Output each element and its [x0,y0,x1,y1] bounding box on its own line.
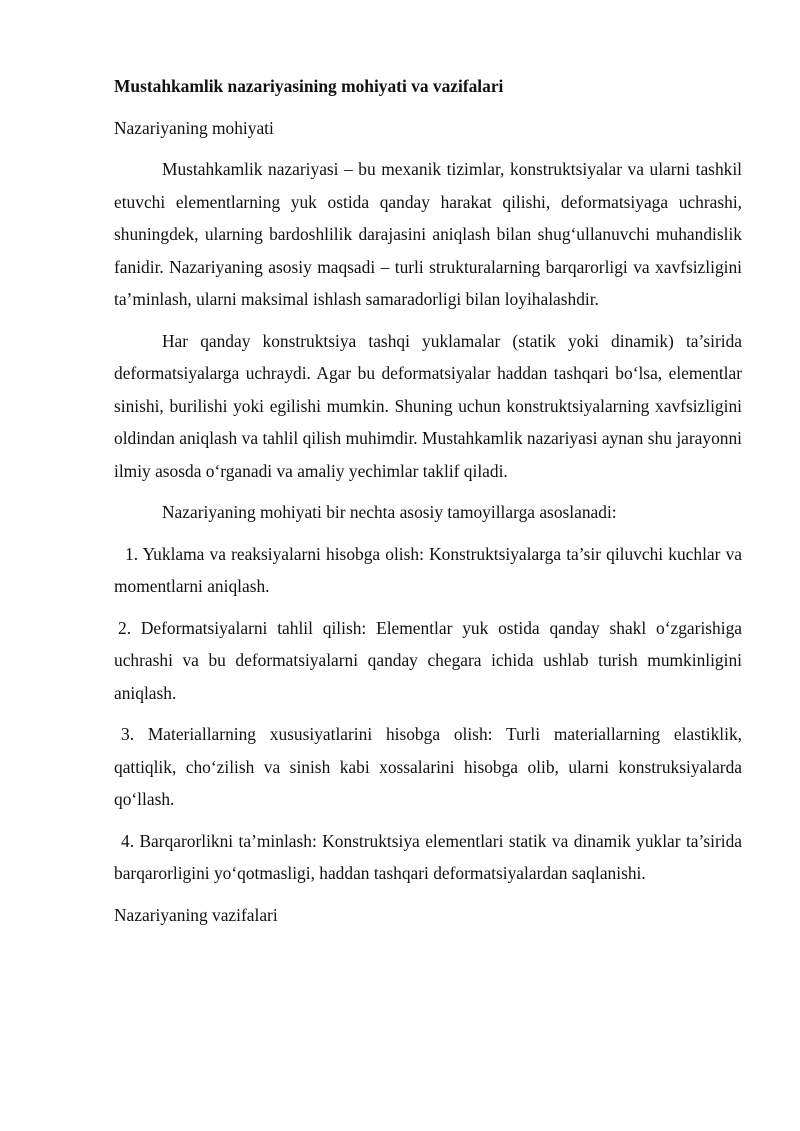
list-item: 4. Barqarorlikni ta’minlash: Konstruktsiya elementlari statik va dinamik yuklar ta’sirida barqarorligini yo‘qotmasligi, haddan tashqari deformatsiyalardan saqlanishi. [114,830,742,883]
paragraph: Har qanday konstruktsiya tashqi yuklamalar (statik yoki dinamik) ta’sirida deformatsiyalarga uchraydi. Agar bu deformatsiyalar haddan tashqari bo‘lsa, elementlar sinishi, burilishi yoki egilishi mumkin. Shuning uchun konstruktsiyalarning xavfsizligini oldindan aniqlash va tahlil qilish muhimdir. Mustahkamlik nazariyasi aynan shu jarayonni ilmiy asosda o‘rganadi va amaliy yechimlar taklif qiladi. [114,330,742,481]
section-heading-tasks: Nazariyaning vazifalari [114,904,278,925]
section-heading-essence: Nazariyaning mohiyati [114,117,274,138]
list-item: 3. Materiallarning xususiyatlarini hisobga olish: Turli materiallarning elastiklik, qattiqlik, cho‘zilish va sinish kabi xossalarini hisobga olib, ularni konstruksiyalarda qo‘llash. [114,724,742,809]
document-title: Mustahkamlik nazariyasining mohiyati va vazifalari [114,76,504,96]
paragraph: Nazariyaning mohiyati bir nechta asosiy tamoyillarga asoslanadi: [162,502,617,522]
document-body [114,70,742,940]
list-item: 2. Deformatsiyalarni tahlil qilish: Elementlar yuk ostida qanday shakl o‘zgarishiga uchrashi va bu deformatsiyalarni qanday chegara ichida ushlab turish mumkinligini aniqlash. [114,617,742,703]
list-item: 1. Yuklama va reaksiyalarni hisobga olish: Konstruktsiyalarga ta’sir qiluvchi kuchlar va momentlarni aniqlash. [114,543,742,596]
paragraph: Mustahkamlik nazariyasi – bu mexanik tizimlar, konstruktsiyalar va ularni tashkil etuvchi elementlarning yuk ostida qanday harakat qilishi, deformatsiyaga uchrashi, shuningdek, ularning bardoshlilik darajasini aniqlash bilan shug‘ullanuvchi muhandislik fanidir. Nazariyaning asosiy maqsadi – turli strukturalarning barqarorligi va xavfsizligini ta’minlash, ularni maksimal ishlash samaradorligi bilan loyihalashdir. [114,159,742,309]
